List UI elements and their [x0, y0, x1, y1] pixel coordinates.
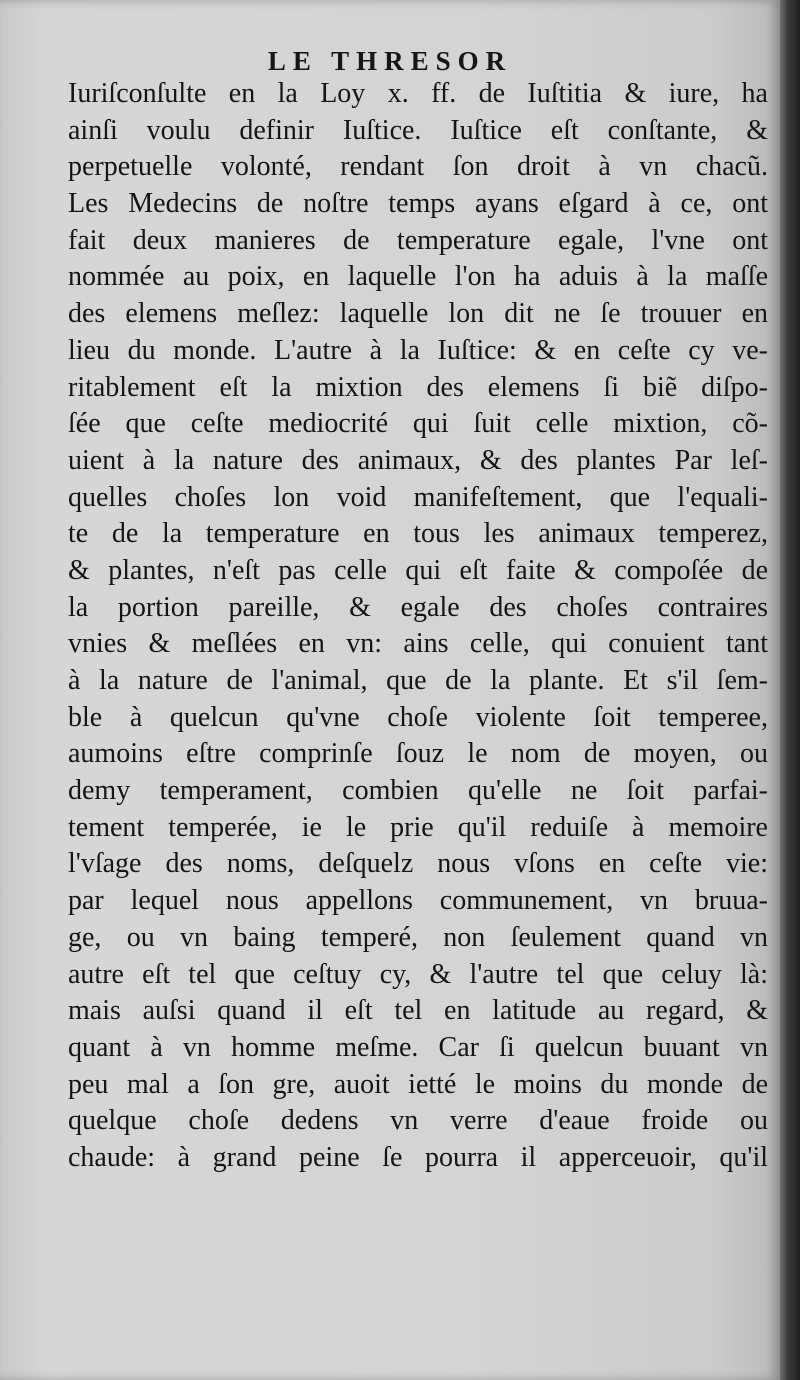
text-line: perpetuelle volonté, rendant ſon droit à vn chacũ. [68, 151, 768, 183]
running-head: LE THRESOR [267, 46, 513, 76]
text-line: Les Medecins de noſtre temps ayans eſgard à ce, ont [68, 188, 768, 220]
text-line: ritablement eſt la mixtion des elemens ſi biẽ diſpo- [68, 371, 768, 403]
text-line: la portion pareille, & egale des choſes contraires [68, 591, 768, 623]
text-line: Iuriſconſulte en la Loy x. ff. de Iuſtitia & iure, ha [68, 78, 768, 109]
text-line: tement temperée, ie le prie qu'il reduiſe à memoire [68, 811, 768, 843]
text-line: uient à la nature des animaux, & des plantes Par leſ- [68, 444, 768, 476]
text-line: quelles choſes lon void manifeſtement, que l'equali- [68, 481, 768, 513]
text-line: demy temperament, combien qu'elle ne ſoit parfai- [68, 775, 768, 807]
text-line: nommée au poix, en laquelle l'on ha aduis à la maſſe [68, 261, 768, 293]
text-line: aumoins eſtre comprinſe ſouz le nom de moyen, ou [68, 738, 768, 770]
text-line: & plantes, n'eſt pas celle qui eſt faite & compoſée de [68, 554, 768, 586]
body-text [68, 76, 768, 1177]
text-line: ble à quelcun qu'vne choſe violente ſoit temperee, [68, 701, 768, 733]
text-line: fait deux manieres de temperature egale, l'vne ont [68, 224, 768, 256]
text-line: ge, ou vn baing temperé, non ſeulement quand vn [68, 921, 768, 953]
text-line: par lequel nous appellons communement, vn bruua- [68, 885, 768, 917]
text-line: lieu du monde. L'autre à la Iuſtice: & en ceſte cy ve- [68, 334, 768, 366]
text-line: mais auſsi quand il eſt tel en latitude au regard, & [68, 995, 768, 1027]
text-line: te de la temperature en tous les animaux temperez, [68, 518, 768, 550]
text-line: autre eſt tel que ceſtuy cy, & l'autre tel que celuy là: [68, 958, 768, 990]
text-line: ſée que ceſte mediocrité qui ſuit celle mixtion, cõ- [68, 408, 768, 440]
text-line: peu mal a ſon gre, auoit ietté le moins du monde de [68, 1068, 768, 1100]
text-line: ainſi voulu definir Iuſtice. Iuſtice eſt conſtante, & [68, 114, 768, 146]
text-line: quelque choſe dedens vn verre d'eaue froide ou [68, 1105, 768, 1137]
text-line: chaude: à grand peine ſe pourra il apperceuoir, qu'il [68, 1141, 768, 1173]
text-line: quant à vn homme meſme. Car ſi quelcun buuant vn [68, 1031, 768, 1063]
text-line: des elemens meſlez: laquelle lon dit ne ſe trouuer en [68, 298, 768, 330]
text-line: l'vſage des noms, deſquelz nous vſons en ceſte vie: [68, 848, 768, 880]
text-line: vnies & meſlées en vn: ains celle, qui conuient tant [68, 628, 768, 660]
text-line: à la nature de l'animal, que de la plante. Et s'il ſem- [68, 665, 768, 696]
book-gutter-shadow [780, 0, 800, 1380]
